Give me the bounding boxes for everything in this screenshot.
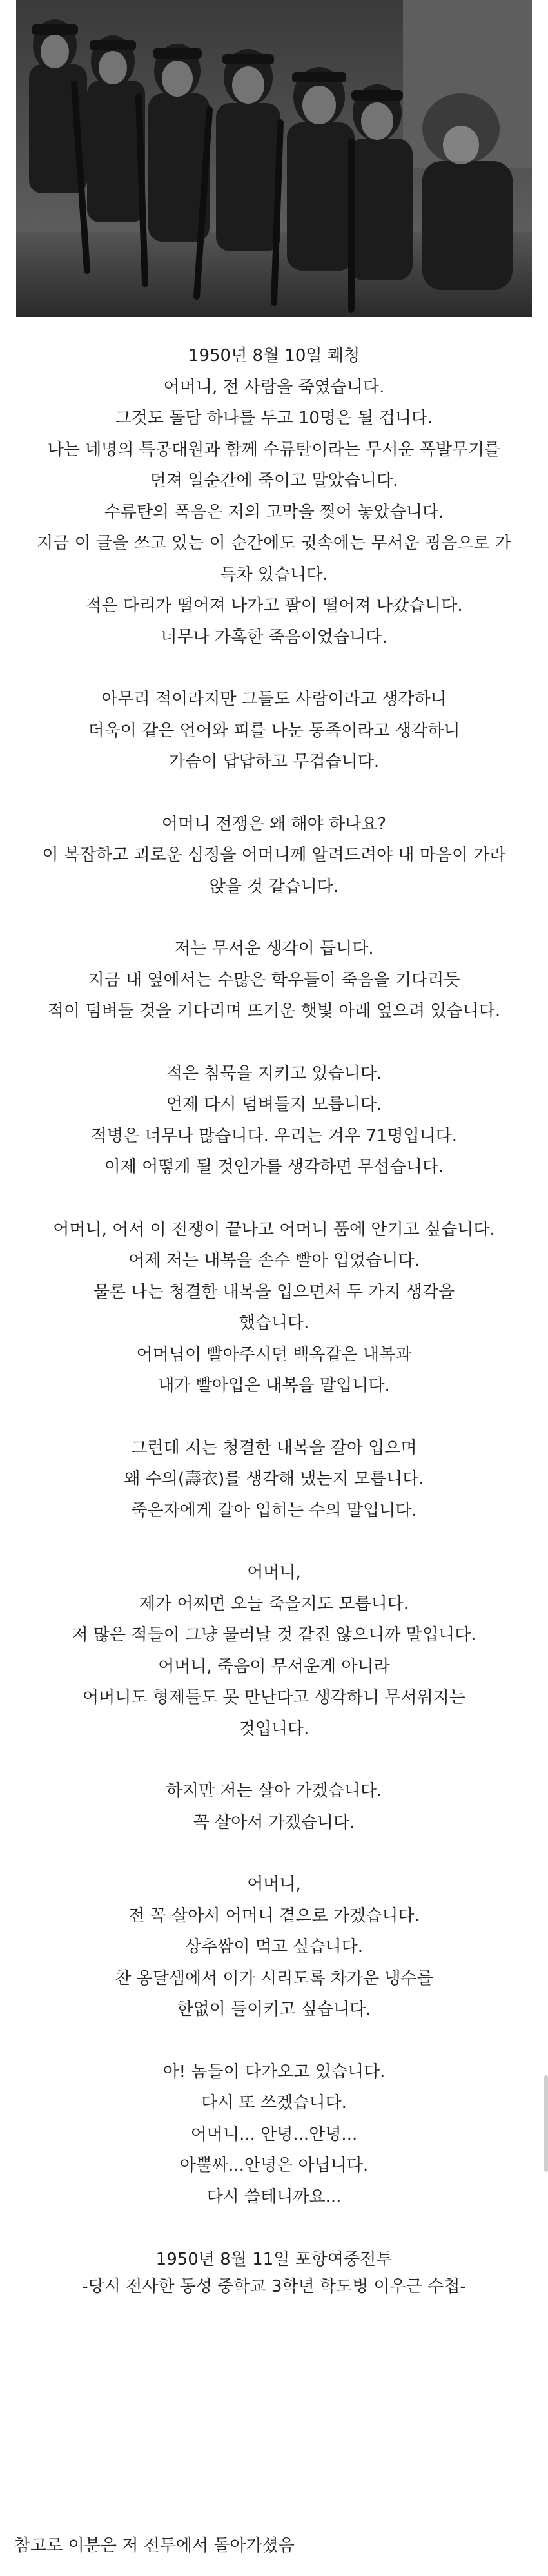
letter-line: 어머니, 전 사람을 죽였습니다. bbox=[163, 377, 385, 397]
letter-line: 나는 네명의 특공대원과 함께 수류탄이라는 무서운 폭발무기를 bbox=[47, 440, 501, 460]
footnote: 참고로 이분은 저 전투에서 돌아가셨음 bbox=[14, 2536, 295, 2555]
letter-line: 이 복잡하고 괴로운 심정을 어머니께 알려드려야 내 마음이 가라 bbox=[42, 846, 506, 865]
letter-line: 적은 침묵을 지키고 있습니다. bbox=[166, 1063, 382, 1083]
signature-author: -당시 전사한 동성 중학교 3학년 학도병 이우근 수첩- bbox=[82, 2277, 466, 2296]
letter-line: 이제 어떻게 될 것인가를 생각하면 무섭습니다. bbox=[104, 1157, 444, 1177]
letter-line: 수류탄의 폭음은 저의 고막을 찢어 놓았습니다. bbox=[104, 502, 444, 522]
letter-line: 득차 있습니다. bbox=[220, 565, 328, 585]
letter-line: 꼭 살아서 가겠습니다. bbox=[193, 1812, 355, 1832]
letter-line: 것입니다. bbox=[239, 1719, 309, 1739]
letter-line: 하지만 저는 살아 가겠습니다. bbox=[166, 1781, 382, 1801]
letter-line: 다시 또 쓰겠습니다. bbox=[201, 2093, 347, 2113]
letter-line: 물론 나는 청결한 내복을 입으면서 두 가지 생각을 bbox=[93, 1282, 455, 1302]
letter-line: 더욱이 같은 언어와 피를 나눈 동족이라고 생각하니 bbox=[88, 721, 460, 741]
letter-line: 했습니다. bbox=[239, 1313, 309, 1333]
letter-stanza bbox=[0, 2057, 548, 2213]
letter-line: 지금 내 옆에서는 수많은 학우들이 죽음을 기다리듯 bbox=[88, 970, 460, 990]
letter-stanza bbox=[0, 933, 548, 1027]
letter-line: 전 꼭 살아서 어머니 곁으로 가겠습니다. bbox=[128, 1906, 420, 1926]
letter-line: 저 많은 적들이 그냥 물러날 것 같진 않으니까 말입니다. bbox=[72, 1625, 476, 1645]
signature-date: 1950년 8월 11일 포항여중전투 bbox=[155, 2250, 393, 2269]
letter-stanza bbox=[0, 1776, 548, 1838]
soldiers-photo-illustration bbox=[16, 0, 532, 317]
letter-line: 죽은자에게 갈아 입히는 수의 말입니다. bbox=[131, 1500, 417, 1520]
letter-line: 던져 일순간에 죽이고 말았습니다. bbox=[150, 471, 398, 490]
letter-body bbox=[0, 317, 548, 2300]
letter-line: 가슴이 답답하고 무겁습니다. bbox=[168, 752, 380, 771]
letter-line: 어머님이 빨아주시던 백옥같은 내복과 bbox=[136, 1344, 412, 1364]
letter-line: 언제 다시 덤벼들지 모릅니다. bbox=[166, 1095, 382, 1114]
letter-line: 한없이 들이키고 싶습니다. bbox=[177, 2000, 371, 2019]
letter-line: 적은 다리가 떨어져 나가고 팔이 떨어져 나갔습니다. bbox=[85, 596, 463, 615]
letter-stanza bbox=[0, 1058, 548, 1183]
letter-line: 어머니 전쟁은 왜 해야 하나요? bbox=[161, 814, 387, 834]
letter-line: 지금 이 글을 쓰고 있는 이 순간에도 귓속에는 무서운 굉음으로 가 bbox=[37, 534, 511, 553]
letter-line: 내가 빨아입은 내복을 말입니다. bbox=[158, 1376, 390, 1395]
letter-line: 앉을 것 같습니다. bbox=[209, 876, 339, 896]
letter-stanza bbox=[0, 1869, 548, 2026]
letter-line: 너무나 가혹한 죽음이었습니다. bbox=[161, 627, 387, 647]
letter-line: 어머니, bbox=[247, 1875, 301, 1894]
letter-stanza bbox=[0, 684, 548, 778]
letter-line: 어제 저는 내복을 손수 빨아 입었습니다. bbox=[128, 1251, 420, 1270]
letter-line: 적이 덤벼들 것을 기다리며 뜨거운 햇빛 아래 엎으려 있습니다. bbox=[47, 1002, 501, 1021]
letter-line: 적병은 너무나 많습니다. 우리는 겨우 71명입니다. bbox=[90, 1126, 458, 1146]
letter-stanza bbox=[0, 340, 548, 653]
letter-line: 어머니, 죽음이 무서운게 아니라 bbox=[158, 1656, 390, 1676]
scrollbar[interactable] bbox=[544, 2075, 548, 2172]
letter-line: 어머니, bbox=[247, 1563, 301, 1582]
letter-stanza bbox=[0, 809, 548, 903]
letter-line: 그런데 저는 청결한 내복을 갈아 입으며 bbox=[131, 1438, 417, 1458]
letter-line: 어머니, 어서 이 전쟁이 끝나고 어머니 품에 안기고 싶습니다. bbox=[53, 1219, 495, 1239]
letter-stanza bbox=[0, 1557, 548, 1745]
historical-photo bbox=[16, 0, 532, 317]
letter-line: 아무리 적이라지만 그들도 사람이라고 생각하니 bbox=[101, 690, 447, 709]
letter-line: 아뿔싸...안녕은 아닙니다. bbox=[179, 2156, 369, 2175]
letter-line: 찬 옹달샘에서 이가 시리도록 차가운 냉수를 bbox=[115, 1968, 433, 1988]
letter-line: 아! 놈들이 다가오고 있습니다. bbox=[162, 2062, 386, 2082]
letter-line: 제가 어쩌면 오늘 죽을지도 모릅니다. bbox=[139, 1594, 409, 1614]
letter-line: 저는 무서운 생각이 듭니다. bbox=[174, 939, 374, 958]
letter-signature bbox=[0, 2246, 548, 2300]
letter-line: 어머니도 형제들도 못 만난다고 생각하니 무서워지는 bbox=[83, 1688, 465, 1707]
letter-line: 그것도 돌담 하나를 두고 10명은 될 겁니다. bbox=[115, 409, 433, 428]
letter-line: 상추쌈이 먹고 싶습니다. bbox=[185, 1937, 363, 1957]
letter-line: 왜 수의(壽衣)를 생각해 냈는지 모릅니다. bbox=[124, 1469, 424, 1489]
letter-stanza bbox=[0, 1433, 548, 1527]
letter-stanza bbox=[0, 1214, 548, 1402]
letter-line: 1950년 8월 10일 쾌청 bbox=[188, 346, 360, 365]
letter-line: 어머니... 안녕...안녕... bbox=[190, 2124, 358, 2144]
letter-line: 다시 쓸테니까요... bbox=[206, 2187, 342, 2207]
